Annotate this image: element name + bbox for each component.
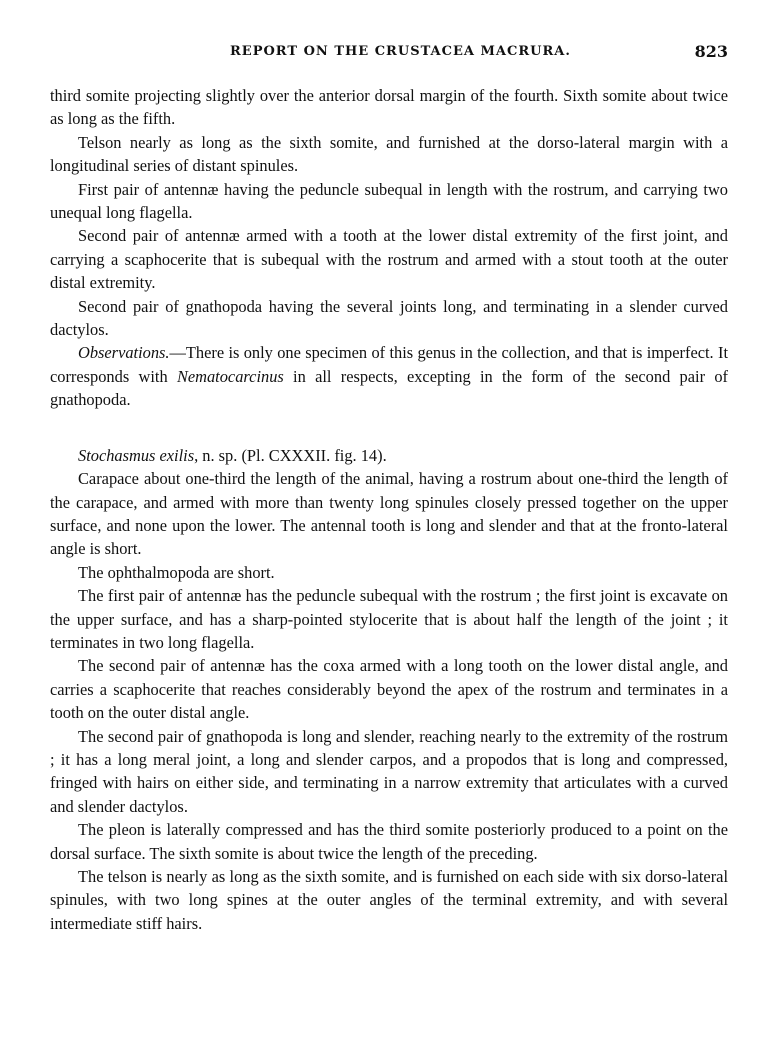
page-header bbox=[50, 44, 728, 68]
paragraph: The ophthalmopoda are short. bbox=[78, 562, 275, 582]
paragraph: The pleon is laterally compressed and has the third somite posteriorly produced to a point on the dorsal surface. The sixth somite is about twice the length of the preceding. bbox=[50, 820, 728, 863]
paragraph: The second pair of gnathopoda is long and slender, reaching nearly to the extremity of the rostrum ; it has a long meral joint, a long and slender carpos, and a propodos that is long and compressed, fringed with hairs on either side, and terminating in a narrow extremity that articulates with a curved and slender dactylos. bbox=[50, 726, 728, 816]
page-number: 823 bbox=[694, 42, 728, 61]
paragraph: First pair of antennæ having the peduncle subequal in length with the rostrum, and carrying two unequal long flagella. bbox=[50, 179, 728, 223]
running-title: REPORT ON THE CRUSTACEA MACRURA. bbox=[230, 44, 571, 59]
species-heading-rest: , n. sp. (Pl. CXXXII. fig. 14). bbox=[194, 445, 387, 465]
species-name: Stochasmus exilis bbox=[78, 445, 195, 465]
observations-text-end: in all respects, excepting in the form of the second pair of gnathopoda. bbox=[50, 366, 728, 410]
paragraph: Carapace about one-third the length of the animal, having a rostrum about one-third the length of the carapace, and armed with more than twenty long spinules closely pressed together on the upper surface, and none upon the lower. The antennal tooth is long and slender and that at the fronto-lateral angle is short. bbox=[50, 469, 728, 559]
paragraph: The second pair of antennæ has the coxa armed with a long tooth on the lower distal angle, and carries a scaphocerite that reaches considerably beyond the apex of the rostrum and terminates in a tooth on the outer distal angle. bbox=[50, 656, 728, 723]
observations-paragraph bbox=[50, 341, 728, 411]
paragraph: Second pair of antennæ armed with a tooth at the lower distal extremity of the first joint, and carrying a scaphocerite that is subequal with the rostrum and armed with a stout tooth at the outer distal extremity. bbox=[50, 226, 728, 293]
paragraph: The telson is nearly as long as the sixth somite, and is furnished on each side with six dorso-lateral spinules, with two long spines at the outer angles of the terminal extremity, and with several intermediate stiff hairs. bbox=[50, 867, 728, 933]
observations-label: Observations. bbox=[78, 343, 170, 363]
paragraph: Telson nearly as long as the sixth somite, and furnished at the dorso-lateral margin with a longitudinal series of distant spinules. bbox=[50, 132, 728, 176]
paragraph: third somite projecting slightly over the anterior dorsal margin of the fourth. Sixth somite about twice as long as the fifth. bbox=[50, 86, 728, 129]
observations-text: —There is only one specimen of this genus in the collection, and that is imperfect. It corresponds with bbox=[50, 343, 728, 386]
genus-name: Nematocarcinus bbox=[176, 366, 284, 386]
species-heading bbox=[50, 444, 728, 467]
paragraph: Second pair of gnathopoda having the several joints long, and terminating in a slender curved dactylos. bbox=[50, 296, 728, 340]
paragraph: The first pair of antennæ has the peduncle subequal with the rostrum ; the first joint is excavate on the upper surface, and has a sharp-pointed stylocerite that is about half the length of the joint ; it terminates in two long flagella. bbox=[50, 586, 728, 652]
body-text bbox=[50, 84, 728, 935]
